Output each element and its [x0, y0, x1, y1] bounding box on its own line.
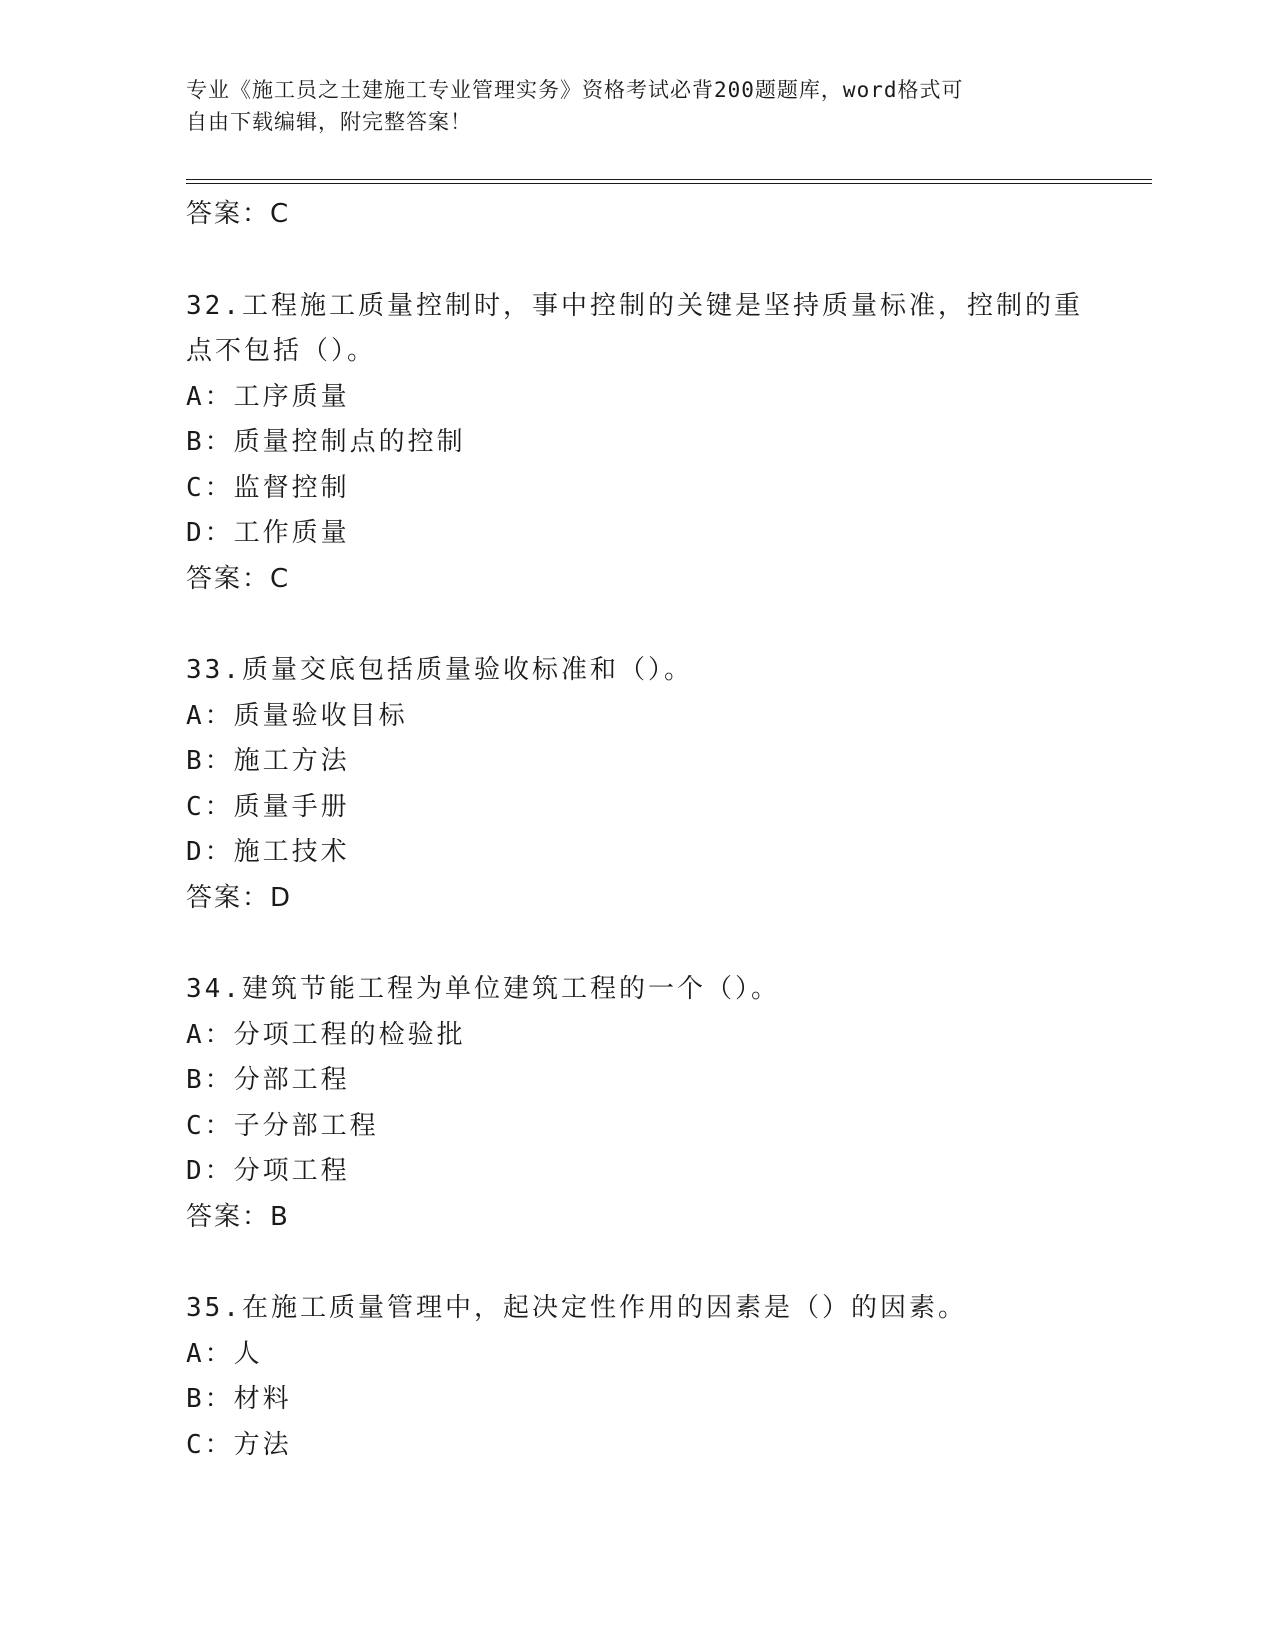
- option-d: D：分项工程: [186, 1156, 350, 1186]
- question-stem: 35.在施工质量管理中，起决定性作用的因素是（）的因素。: [186, 1293, 967, 1323]
- option-a: A：人: [186, 1338, 263, 1369]
- header-line-1: 专业《施工员之土建施工专业管理实务》资格考试必背200题题库，word格式可: [186, 78, 964, 102]
- question-35: [186, 1286, 1146, 1468]
- answer-31: 答案：C: [186, 199, 291, 229]
- option-d: D：施工技术: [186, 837, 350, 867]
- question-stem: 33.质量交底包括质量验收标准和（）。: [186, 655, 693, 685]
- question-34: [186, 967, 1146, 1240]
- document-header: [186, 74, 1066, 138]
- document-body: [186, 192, 1146, 1468]
- header-line-2: 自由下载编辑，附完整答案！: [186, 110, 472, 134]
- option-b: B：材料: [186, 1384, 292, 1414]
- answer: 答案：C: [186, 563, 291, 594]
- header-divider-bottom: [186, 183, 1152, 184]
- option-b: B：质量控制点的控制: [186, 427, 466, 457]
- option-c: C：方法: [186, 1429, 292, 1460]
- option-c: C：监督控制: [186, 472, 350, 503]
- option-b: B：分部工程: [186, 1065, 350, 1095]
- option-a: A：质量验收目标: [186, 700, 408, 731]
- option-b: B：施工方法: [186, 746, 350, 776]
- question-33: [186, 648, 1146, 921]
- answer: 答案：D: [186, 882, 293, 913]
- answer: 答案：B: [186, 1201, 290, 1232]
- question-32: [186, 284, 1146, 603]
- option-c: C：质量手册: [186, 791, 350, 822]
- header-divider-top: [186, 179, 1152, 180]
- question-stem-continued: 点不包括（）。: [186, 336, 377, 366]
- option-d: D：工作质量: [186, 518, 350, 548]
- question-stem: 32.工程施工质量控制时，事中控制的关键是坚持质量标准，控制的重: [186, 290, 1083, 321]
- option-c: C：子分部工程: [186, 1110, 379, 1141]
- option-a: A：工序质量: [186, 381, 350, 412]
- option-a: A：分项工程的检验批: [186, 1019, 466, 1050]
- question-stem: 34.建筑节能工程为单位建筑工程的一个（）。: [186, 974, 780, 1004]
